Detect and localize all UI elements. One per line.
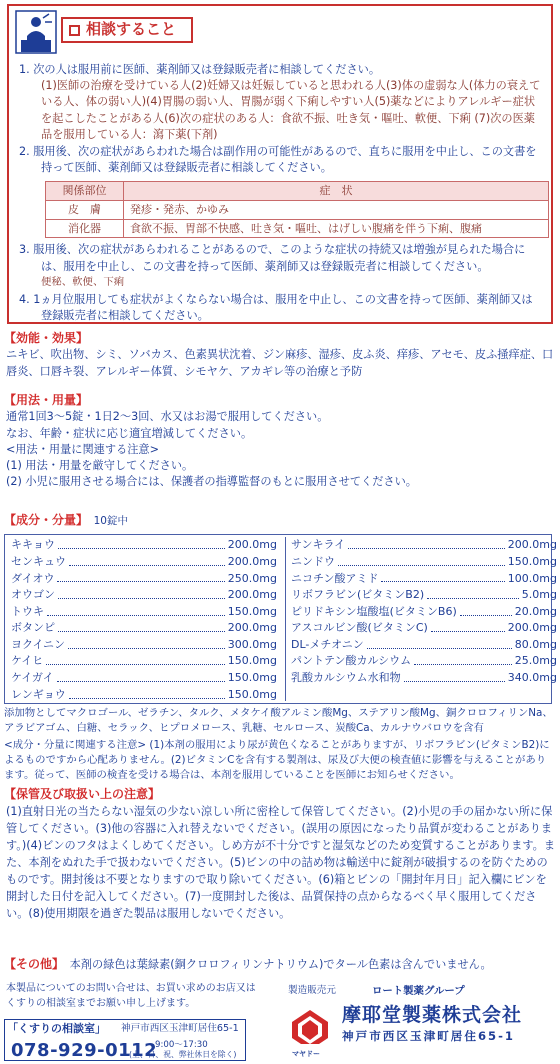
ingredient-name: トウキ (11, 604, 44, 618)
ingredient-name: ピリドキシン塩酸塩(ビタミンB6) (291, 604, 457, 618)
dot-leader (58, 591, 225, 599)
dosage-line: (2) 小児に服用させる場合には、保護者の指導監督のもとに服用させてください。 (6, 475, 417, 489)
ingredient-amount: 200.0mg (227, 588, 277, 602)
ingredient-amount: 150.0mg (507, 554, 557, 568)
ingredient-amount: 150.0mg (227, 604, 277, 618)
contact-address: 神戸市西区玉津町居住65-1 (121, 1023, 239, 1034)
contact-hours: 9:00〜17:30 (155, 1040, 208, 1050)
consult-box (7, 4, 553, 324)
ingredient-amount: 5.0mg (521, 588, 557, 602)
contact-hours-note: (土、日、祝、弊社休日を除く) (129, 1050, 237, 1059)
ingredients-note: <成分・分量に関連する注意> (1)本剤の服用により尿が黄色くなることがありますが、リボフラビン(ビタミンB2)によるものですから心配ありません。(2)ビタミンCを含有する製剤は、尿及び大便の検査値に影響を与えることがあります。従って、医師の検査を受ける場合は、本剤を服用していることを医師にお知らせください。 (4, 739, 550, 782)
dot-leader (58, 541, 225, 549)
other-text: 本剤の緑色は葉緑素(銅クロロフィリンナトリウム)でタール色素は含んでいません。 (69, 958, 492, 971)
contact-room-label: 「くすりの相談室」 (7, 1022, 106, 1035)
dosage-line: (1) 用法・用量を厳守してください。 (6, 459, 194, 473)
dot-leader (58, 624, 225, 632)
dot-leader (381, 574, 504, 582)
mayado-logo-icon (290, 1008, 330, 1052)
ingredient-amount: 340.0mg (507, 671, 557, 685)
ingredient-amount: 200.0mg (227, 538, 277, 552)
table-header-row (46, 181, 549, 200)
table-cell-part: 皮 膚 (46, 200, 124, 219)
ingredient-row (11, 653, 277, 670)
dosage-line: <用法・用量に関連する注意> (6, 442, 159, 456)
ingredient-row (291, 603, 557, 620)
dot-leader (69, 558, 225, 566)
maker-logo-text: マヤドー (292, 1050, 320, 1058)
contact-phone: 078-929-0112 (11, 1040, 158, 1061)
ingredient-amount: 200.0mg (227, 621, 277, 635)
dosage-line: 通常1回3〜5錠・1日2〜3回、水又はお湯で服用してください。 (6, 410, 329, 424)
ingredient-row (11, 554, 277, 571)
storage-heading: 【保管及び取扱い上の注意】 (4, 787, 161, 801)
ingredient-amount: 20.0mg (514, 604, 557, 618)
ingredient-amount: 200.0mg (507, 621, 557, 635)
efficacy-text: ニキビ、吹出物、シミ、ソバカス、色素異状沈着、ジン麻疹、湿疹、皮ふ炎、痒疹、アセモ、皮ふ掻痒症、口唇炎、口唇キ裂、アレルギー体質、シモヤケ、アカギレ等の治療と予防 (6, 348, 554, 378)
ingredient-amount: 250.0mg (227, 571, 277, 585)
consult-item-4: 4. 1ヵ月位服用しても症状がよくならない場合は、服用を中止し、この文書を持って医師、薬剤師又は登録販売者に相談してください。 (19, 293, 533, 323)
table-row (46, 200, 549, 219)
ingredient-amount: 25.0mg (514, 654, 557, 668)
ingredient-row (11, 603, 277, 620)
dot-leader (338, 558, 505, 566)
consult-item-1-detail: (1)医師の治療を受けている人(2)妊婦又は妊娠していると思われる人(3)体の虚弱な人(体力の衰えている人、体の弱い人)(4)胃腸の弱い人、胃腸が弱く下痢しやすい人(5)薬などによりアレルギー症状を起こしたことがある人(6)次の症状のある人：食欲不振、吐き気・嘔吐、軟便、下痢 (7)次の医薬品を服用している人：瀉下薬(下剤) (41, 79, 541, 141)
ingredient-row (11, 620, 277, 637)
ingredient-row (291, 670, 557, 687)
ingredient-name: ニコチン酸アミド (291, 571, 379, 585)
other-section (4, 956, 556, 973)
column-divider (285, 537, 286, 701)
ingredient-row (291, 653, 557, 670)
ingredient-row (291, 587, 557, 604)
ingredient-row (291, 570, 557, 587)
dot-leader (57, 574, 224, 582)
dot-leader (69, 691, 225, 699)
efficacy-section (4, 330, 556, 380)
contact-intro-line: 本製品についてのお問い合せは、お買い求めのお店又は (6, 983, 256, 994)
ingredients-heading-row (4, 512, 556, 529)
storage-text: (1)直射日光の当たらない湿気の少ない涼しい所に密栓して保管してください。(2)小児の手の届かない所に保管してください。(3)他の容器に入れ替えないでください。(誤用の原因になったり品質が変わることがあります。)(4)ビンのフタはよくしめてください。しめ方が不十分ですと湿気などのため変質することがあります。また、本剤をぬれた手で扱わないでください。(5)ビンの中の詰め物は輸送中に錠剤が破損するのを防ぐためのものです。開封後は不要となりますので取り除いてください。(6)箱とビンの「開封年月日」記入欄にビンを開封した日付を記入してください。(7)一度開封した後は、品質保持の点からなるべく早く服用してください。(8)使用期限を過ぎた製品は服用しないでください。 (6, 805, 556, 921)
ingredient-name: ニンドウ (291, 554, 335, 568)
table-cell-symptom: 食欲不振、胃部不快感、吐き気・嘔吐、はげしい腹痛を伴う下痢、腹痛 (124, 219, 549, 238)
ingredient-row (291, 554, 557, 571)
ingredient-name: ケイガイ (11, 671, 54, 685)
ingredient-amount: 150.0mg (227, 671, 277, 685)
consult-item-3: 3. 服用後、次の症状があらわれることがあるので、このような症状の持続又は増強が見られた場合には、服用を中止し、この文書を持って医師、薬剤師又は登録販売者に相談してください。 (19, 243, 526, 273)
maker-group: ロート製薬グループ (372, 985, 465, 997)
efficacy-heading: 【効能・効果】 (4, 331, 89, 345)
footer (0, 980, 560, 1064)
consult-item-1: 1. 次の人は服用前に医師、薬剤師又は登録販売者に相談してください。 (19, 63, 381, 76)
ingredient-amount: 150.0mg (227, 687, 277, 701)
consult-item-2: 2. 服用後、次の症状があらわれた場合は副作用の可能性があるので、直ちに服用を中止し、この文書を持って医師、薬剤師又は登録販売者に相談してください。 (19, 145, 537, 175)
ingredient-row (291, 637, 557, 654)
ingredient-row (11, 637, 277, 654)
table-cell-part: 消化器 (46, 219, 124, 238)
ingredients-table (4, 534, 557, 704)
dot-leader (47, 608, 225, 616)
ingredients-right-column (291, 537, 557, 686)
dosage-heading: 【用法・用量】 (4, 393, 89, 407)
table-row (46, 219, 549, 238)
dot-leader (367, 641, 512, 649)
consult-title: 相談すること (61, 17, 193, 43)
ingredient-row (11, 670, 277, 687)
ingredient-row (11, 570, 277, 587)
ingredients-left-column (11, 537, 277, 703)
table-header-part: 関係部位 (46, 181, 124, 200)
ingredient-name: 乳酸カルシウム水和物 (291, 671, 401, 685)
ingredient-row (11, 537, 277, 554)
consult-item-3-detail: 便秘、軟便、下痢 (41, 275, 125, 288)
ingredient-name: サンキライ (291, 538, 346, 552)
consult-body (13, 62, 543, 324)
dot-leader (460, 608, 512, 616)
table-header-symptom: 症 状 (124, 181, 549, 200)
maker-label: 製造販売元 (288, 985, 336, 996)
ingredient-name: パントテン酸カルシウム (291, 654, 412, 668)
dot-leader (68, 641, 225, 649)
ingredient-name: ボタンピ (11, 621, 55, 635)
ingredient-amount: 100.0mg (507, 571, 557, 585)
storage-section (4, 786, 556, 923)
ingredient-name: レンギョウ (11, 687, 66, 701)
square-icon (69, 25, 80, 36)
ingredient-name: キキョウ (11, 538, 55, 552)
dot-leader (57, 674, 225, 682)
dot-leader (427, 591, 519, 599)
dot-leader (348, 541, 505, 549)
dot-leader (404, 674, 505, 682)
ingredient-row (291, 537, 557, 554)
symptom-table (45, 181, 549, 239)
dot-leader (431, 624, 505, 632)
ingredients-unit: 10錠中 (93, 515, 128, 527)
ingredient-amount: 80.0mg (514, 637, 557, 651)
ingredient-name: ヨクイニン (11, 637, 66, 651)
contact-box (4, 1019, 246, 1061)
ingredient-name: ダイオウ (11, 571, 55, 585)
ingredient-row (11, 686, 277, 703)
dosage-section (4, 392, 556, 491)
contact-intro (6, 982, 256, 1011)
ingredients-heading: 【成分・分量】 (4, 513, 89, 527)
other-heading: 【その他】 (4, 957, 65, 971)
ingredient-amount: 300.0mg (227, 637, 277, 651)
ingredient-name: アスコルビン酸(ビタミンC) (291, 621, 428, 635)
ingredient-name: リボフラビン(ビタミンB2) (291, 588, 425, 602)
dot-leader (46, 657, 225, 665)
dosage-line: なお、年齢・症状に応じ適宜増減してください。 (6, 426, 253, 440)
ingredient-name: オウゴン (11, 588, 55, 602)
table-cell-symptom: 発疹・発赤、かゆみ (124, 200, 549, 219)
dot-leader (414, 657, 512, 665)
ingredient-name: DL-メチオニン (291, 637, 364, 651)
ingredient-amount: 200.0mg (507, 538, 557, 552)
ingredient-row (11, 587, 277, 604)
ingredient-row (291, 620, 557, 637)
maker-address: 神戸市西区玉津町居住65-1 (342, 1029, 515, 1043)
contact-intro-line: くすりの相談室までお願い申し上げます。 (6, 997, 196, 1009)
ingredient-amount: 200.0mg (227, 554, 277, 568)
maker-name: 摩耶堂製薬株式会社 (342, 1004, 523, 1026)
ingredient-name: センキュウ (11, 554, 66, 568)
additives-text: 添加物としてマクロゴール、ゼラチン、タルク、メタケイ酸アルミン酸Mg、ステアリン酸Mg、銅クロロフィリンNa、アラビアゴム、白糖、セラック、ヒプロメロース、乳糖、セルロース、炭酸Ca、カルナウバロウを含有 (4, 707, 553, 735)
ingredient-amount: 150.0mg (227, 654, 277, 668)
ingredient-name: ケイヒ (11, 654, 44, 668)
consult-person-icon (15, 10, 57, 54)
